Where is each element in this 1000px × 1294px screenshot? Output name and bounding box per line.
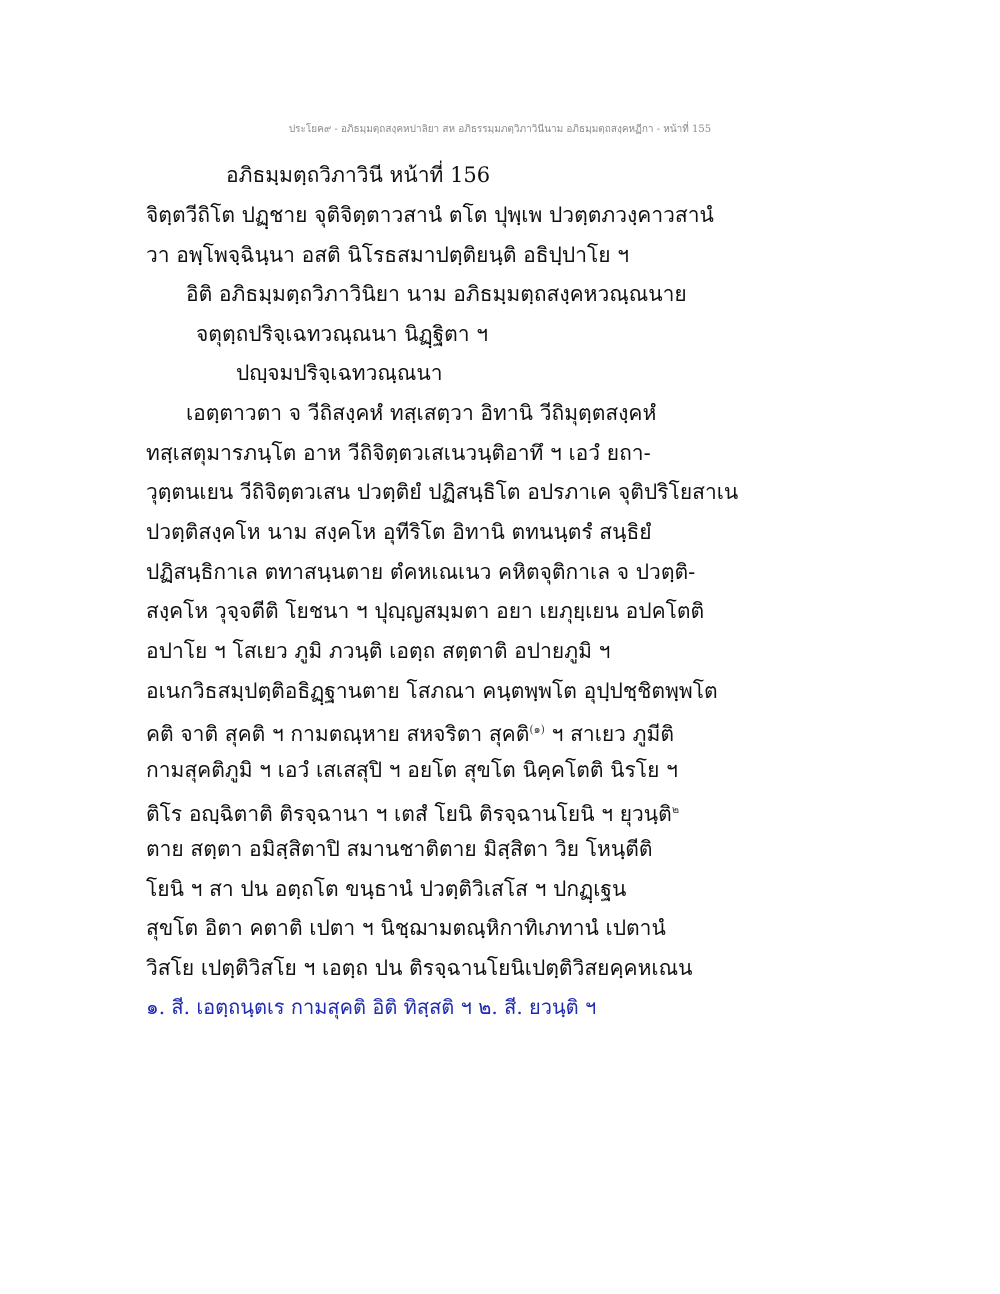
text-line: จิตฺตวีถิโต ปฏฺชาย จุติจิตฺตาวสานํ ตโต ปุพฺเพ ปวตฺตภวงฺคาวสานํ [146, 203, 714, 227]
text-line: กามสุคติภูมิ ฯ เอวํ เสเสสุปิ ฯ อยโต สุขโต นิคฺคโตติ นิรโย ฯ [146, 758, 678, 782]
text-line: สงฺคโห วุจฺจตีติ โยชนา ฯ ปุญฺญสมฺมตา อยา เยภุยฺเยน อปคโตติ [146, 599, 705, 623]
text-line: วุตฺตนเยน วีถิจิตฺตวเสน ปวตฺติยํ ปฏิสนฺธิโต อปรภาเค จุติปริโยสาเน [146, 480, 739, 504]
text-line: จตุตฺถปริจฺเฉทวณฺณนา นิฏฺฐิตา ฯ [196, 322, 489, 346]
text-line-with-footnote [146, 715, 674, 749]
section-heading: ปญฺจมปริจฺเฉทวณฺณนา [236, 361, 443, 385]
text-line: อปาโย ฯ โสเยว ภูมิ ภวนฺติ เอตฺถ สตฺตาติ อปายภูมิ ฯ [146, 639, 611, 663]
running-header: ประโยค๙ - อภิธมฺมตฺถสงฺคหปาลิยา สห อภิธรรมฺมภตฺวิภาวินีนาม อภิธมฺมตฺถสงฺคหฏีกา - หน้าที่ 155 [288, 124, 712, 135]
text-line: เอตฺตาวตา จ วีถิสงฺคหํ ทสฺเสตฺวา อิทานิ วีถิมุตฺตสงฺคหํ [186, 401, 657, 425]
text-line: ทสฺเสตุมารภนฺโต อาห วีถิจิตฺตวเสเนวนฺติอาทึ ฯ เอวํ ยถา- [146, 441, 651, 465]
footnote-ref-1: (๑) [529, 723, 545, 736]
text-segment: ติโร อญฺฉิตาติ ติรจฺฉานา ฯ เตสํ โยนิ ติรจฺฉานโยนิ ฯ ยุวนฺติ [146, 802, 672, 826]
footnote: ๑. สี. เอตฺถนฺตเร กามสุคติ อิติ ทิสฺสติ ฯ ๒. สี. ยวนฺติ ฯ [146, 995, 597, 1019]
text-line-with-footnote [146, 795, 679, 829]
text-line: ปฏิสนฺธิกาเล ตทาสนฺนตาย ตํคหเณเนว คหิตจุติกาเล จ ปวตฺติ- [146, 560, 696, 584]
page-title: อภิธมฺมตฺถวิภาวินี หน้าที่ 156 [226, 163, 491, 187]
text-line: สุขโต อิตา คตาติ เปตา ฯ นิชฺฌามตณฺหิกาทิเภทานํ เปตานํ [146, 916, 666, 940]
text-segment: คติ จาติ สุคติ ฯ กามตณฺหาย สหจริตา สุคติ [146, 722, 530, 746]
text-line: อเนกวิธสมฺปตฺติอธิฏฺฐานตาย โสภณา คนฺตพฺพโต อุปฺปชฺชิตพฺพโต [146, 679, 718, 703]
text-line: อิติ อภิธมฺมตฺถวิภาวินิยา นาม อภิธมฺมตฺถสงฺคหวณฺณนาย [186, 282, 687, 306]
text-line: ตาย สตฺตา อมิสฺสิตาปิ สมานชาติตาย มิสฺสิตา วิย โหนฺตีติ [146, 837, 653, 861]
text-line: วา อพฺโพจฺฉินฺนา อสติ นิโรธสมาปตฺติยนฺติ อธิปฺปาโย ฯ [146, 243, 630, 267]
text-line: วิสโย เปตฺติวิสโย ฯ เอตฺถ ปน ติรจฺฉานโยนิเปตฺติวิสยคฺคหเณน [146, 956, 693, 980]
footnote-ref-2: ๒ [671, 803, 680, 816]
text-segment: ฯ สาเยว ภูมีติ [551, 722, 674, 746]
text-line: โยนิ ฯ สา ปน อตฺถโต ขนฺธานํ ปวตฺติวิเสโส ฯ ปกฏฺเฐน [146, 877, 627, 901]
text-line: ปวตฺติสงฺคโห นาม สงฺคโห อุทีริโต อิทานิ ตทนนฺตรํ สนฺธิยํ [146, 520, 652, 544]
